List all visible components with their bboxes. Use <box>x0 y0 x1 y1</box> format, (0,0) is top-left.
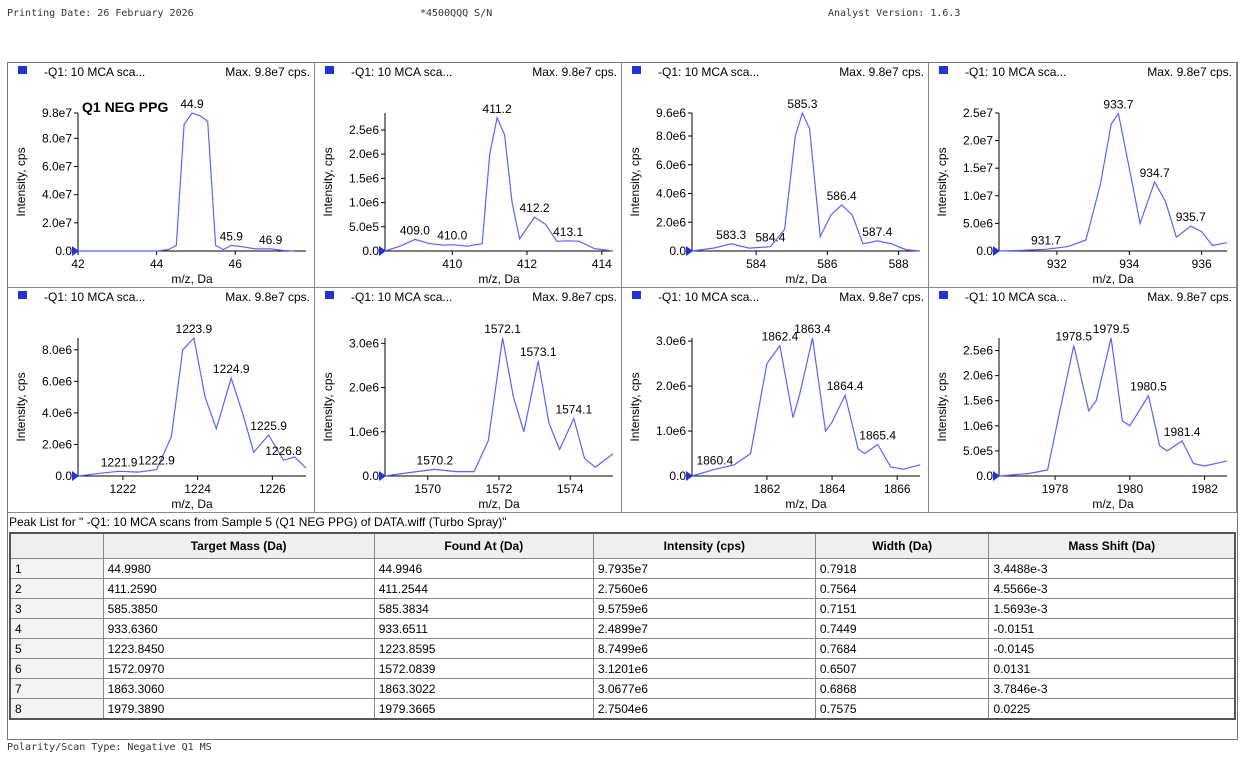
spectrum-title: -Q1: 10 MCA sca... <box>658 65 760 79</box>
table-cell: 1.5693e-3 <box>989 599 1235 619</box>
x-axis-label: m/z, Da <box>171 272 213 286</box>
x-axis-label: m/z, Da <box>1092 497 1134 511</box>
peak-label: 46.9 <box>258 232 283 247</box>
x-tick-label: 1222 <box>109 482 137 496</box>
x-tick-label: 1982 <box>1191 482 1218 496</box>
peak-label: 411.2 <box>482 101 512 116</box>
y-tick-label: 9.6e6 <box>655 106 686 120</box>
table-cell: 3.0677e6 <box>593 679 815 699</box>
table-cell: 4.5566e-3 <box>989 579 1235 599</box>
peak-list-body <box>10 559 1235 720</box>
y-axis-label: Intensity, cps <box>321 372 335 442</box>
y-tick-label: 8.0e6 <box>655 129 686 143</box>
spectrum-plot <box>315 63 622 288</box>
table-cell: 0.7918 <box>815 559 989 579</box>
x-axis-label: m/z, Da <box>478 497 520 511</box>
x-tick-label: 932 <box>1046 257 1067 271</box>
spectrum-max-intensity: Max. 9.8e7 cps. <box>532 65 617 79</box>
spectrum-panel-2[interactable] <box>315 63 622 288</box>
table-cell: 0.7449 <box>815 619 989 639</box>
y-tick-label: 2.0e7 <box>962 133 993 148</box>
table-cell: 933.6360 <box>103 619 374 639</box>
x-tick-label: 1572 <box>485 482 513 496</box>
peak-label: 1862.4 <box>761 329 799 344</box>
table-cell: 1572.0970 <box>103 659 374 679</box>
table-cell: 3.7846e-3 <box>989 679 1235 699</box>
spectrum-title: -Q1: 10 MCA sca... <box>658 290 760 304</box>
table-cell: 1863.3022 <box>374 679 593 699</box>
peak-label: 410.0 <box>437 228 468 243</box>
column-header[interactable]: Mass Shift (Da) <box>989 533 1235 559</box>
x-tick-label: 1226 <box>259 482 286 496</box>
printing-date: Printing Date: 26 February 2026 <box>7 8 194 19</box>
table-cell: 2.7560e6 <box>593 579 815 599</box>
table-row[interactable] <box>10 659 1235 679</box>
spectrum-max-intensity: Max. 9.8e7 cps. <box>839 290 924 304</box>
x-tick-label: 1980 <box>1116 482 1144 496</box>
x-axis-label: m/z, Da <box>785 497 827 511</box>
y-axis-label: Intensity, cps <box>935 147 949 217</box>
peak-label: 1860.4 <box>696 453 734 468</box>
x-tick-label: 412 <box>517 257 538 271</box>
y-tick-label: 0.0 <box>669 244 686 258</box>
table-cell: 1863.3060 <box>103 679 374 699</box>
y-axis-label: Intensity, cps <box>14 147 28 217</box>
column-header[interactable]: Found At (Da) <box>374 533 593 559</box>
spectrum-plot <box>622 63 929 288</box>
table-cell: 9.7935e7 <box>593 559 815 579</box>
table-cell: 0.6868 <box>815 679 989 699</box>
spectrum-title: -Q1: 10 MCA sca... <box>965 65 1067 79</box>
y-tick-label: 8.0e6 <box>41 342 72 357</box>
spectrum-max-intensity: Max. 9.8e7 cps. <box>225 290 310 304</box>
analyst-version: Analyst Version: 1.6.3 <box>828 8 961 19</box>
x-axis-label: m/z, Da <box>785 272 827 286</box>
y-tick-label: 2.0e7 <box>41 215 72 230</box>
spectrum-panel-3[interactable] <box>622 63 929 288</box>
spectrum-panel-6[interactable] <box>315 288 622 513</box>
row-index: 6 <box>10 659 103 679</box>
y-tick-label: 4.0e7 <box>41 187 72 202</box>
y-axis-label: Intensity, cps <box>935 372 949 442</box>
x-axis-label: m/z, Da <box>478 272 520 286</box>
x-tick-label: 936 <box>1191 257 1212 271</box>
spectrum-sample-label: Q1 NEG PPG <box>82 99 169 115</box>
peak-label: 584.4 <box>755 230 786 245</box>
table-cell: 585.3850 <box>103 599 374 619</box>
x-tick-label: 414 <box>591 257 612 271</box>
peak-label: 583.3 <box>716 227 747 242</box>
y-tick-label: 5.0e6 <box>962 216 993 231</box>
y-tick-label: 0.0 <box>55 244 72 258</box>
y-axis-label: Intensity, cps <box>14 372 28 442</box>
y-axis-label: Intensity, cps <box>321 147 335 217</box>
peak-label: 933.7 <box>1103 97 1134 112</box>
spectrum-plot <box>622 288 929 513</box>
peak-label: 413.1 <box>553 224 584 239</box>
peak-label: 935.7 <box>1175 210 1206 225</box>
peak-label: 587.4 <box>862 224 893 239</box>
peak-label: 934.7 <box>1139 166 1170 180</box>
x-tick-label: 1570 <box>414 482 442 496</box>
y-tick-label: 2.5e6 <box>962 343 993 358</box>
y-axis-label: Intensity, cps <box>628 372 642 442</box>
table-row[interactable] <box>10 639 1235 659</box>
table-row[interactable] <box>10 599 1235 619</box>
peak-label: 1221.9 <box>100 455 138 470</box>
spectrum-panel-7[interactable] <box>622 288 929 513</box>
peak-label: 1226.8 <box>265 444 302 459</box>
y-tick-label: 1.0e7 <box>962 188 993 203</box>
table-row[interactable] <box>10 619 1235 639</box>
y-tick-label: 0.0 <box>55 469 72 483</box>
y-tick-label: 2.0e6 <box>655 379 686 394</box>
y-tick-label: 1.0e6 <box>655 424 686 439</box>
y-tick-label: 2.0e6 <box>655 215 686 230</box>
y-tick-label: 0.0 <box>976 469 993 483</box>
peak-label: 1864.4 <box>826 379 864 394</box>
y-tick-label: 2.0e6 <box>348 380 379 395</box>
peak-label: 1980.5 <box>1130 379 1167 394</box>
x-tick-label: 410 <box>442 257 463 271</box>
peak-label: 1978.5 <box>1055 329 1093 344</box>
row-index: 4 <box>10 619 103 639</box>
peak-label: 1222.9 <box>138 453 175 468</box>
peak-label: 45.9 <box>219 229 243 244</box>
peak-label: 1570.2 <box>416 453 454 468</box>
y-tick-label: 3.0e6 <box>348 336 379 351</box>
spectrum-title: -Q1: 10 MCA sca... <box>44 290 146 304</box>
spectrum-plot <box>8 288 315 513</box>
spectrum-max-intensity: Max. 9.8e7 cps. <box>839 65 924 79</box>
spectrum-max-intensity: Max. 9.8e7 cps. <box>1147 290 1232 304</box>
row-index: 3 <box>10 599 103 619</box>
y-tick-label: 2.0e6 <box>348 147 379 162</box>
table-row[interactable] <box>10 699 1235 720</box>
column-header[interactable]: Width (Da) <box>815 533 989 559</box>
x-axis-label: m/z, Da <box>1092 272 1134 286</box>
table-cell: 1572.0839 <box>374 659 593 679</box>
peak-label: 1863.4 <box>794 322 831 336</box>
spectrum-panel-1[interactable] <box>8 63 315 288</box>
peak-label: 931.7 <box>1031 233 1062 248</box>
spectrum-panel-5[interactable] <box>8 288 315 513</box>
row-index: 1 <box>10 559 103 579</box>
peak-label: 44.9 <box>180 97 204 112</box>
y-axis-label: Intensity, cps <box>628 147 642 217</box>
spectrum-title: -Q1: 10 MCA sca... <box>44 65 146 79</box>
x-axis-label: m/z, Da <box>171 497 213 511</box>
y-tick-label: 0.0 <box>362 469 379 483</box>
x-tick-label: 1978 <box>1041 482 1069 496</box>
y-tick-label: 1.5e6 <box>348 171 379 186</box>
y-tick-label: 2.0e6 <box>41 437 72 452</box>
table-cell: 585.3834 <box>374 599 593 619</box>
y-tick-label: 8.0e7 <box>41 131 72 146</box>
y-tick-label: 3.0e6 <box>655 334 686 349</box>
peak-list-header-row <box>10 533 1235 559</box>
x-tick-label: 588 <box>888 257 909 271</box>
spectrum-max-intensity: Max. 9.8e7 cps. <box>532 290 617 304</box>
y-tick-label: 1.0e6 <box>962 418 993 433</box>
x-tick-label: 584 <box>746 257 767 271</box>
table-cell: -0.0145 <box>989 639 1235 659</box>
table-cell: 44.9980 <box>103 559 374 579</box>
y-tick-label: 2.5e6 <box>348 122 379 137</box>
x-tick-label: 46 <box>228 257 242 271</box>
table-cell: 0.7151 <box>815 599 989 619</box>
y-tick-label: 4.0e6 <box>41 405 72 420</box>
table-cell: 933.6511 <box>374 619 593 639</box>
y-tick-label: 6.0e6 <box>41 374 72 389</box>
peak-label: 1865.4 <box>859 428 897 443</box>
table-cell: 0.7575 <box>815 699 989 720</box>
peak-list-caption: Peak List for " -Q1: 10 MCA scans from Sample 5 (Q1 NEG PPG) of DATA.wiff (Turbo Spray)" <box>9 515 507 529</box>
x-tick-label: 44 <box>149 257 164 271</box>
peak-label: 1225.9 <box>250 418 287 433</box>
spectrum-plot <box>8 63 315 288</box>
spectrum-plot <box>315 288 622 513</box>
x-tick-label: 586 <box>817 257 838 271</box>
spectrum-plot <box>929 63 1236 288</box>
peak-label: 1223.9 <box>175 322 213 336</box>
table-cell: 0.6507 <box>815 659 989 679</box>
x-tick-label: 934 <box>1119 257 1140 271</box>
y-tick-label: 1.0e6 <box>348 195 379 210</box>
y-tick-label: 2.5e7 <box>962 106 993 120</box>
spectrum-panel-4[interactable] <box>929 63 1237 288</box>
row-index: 7 <box>10 679 103 699</box>
x-tick-label: 1862 <box>753 482 781 496</box>
spectrum-trace <box>999 114 1227 251</box>
table-row[interactable] <box>10 579 1235 599</box>
y-tick-label: 0.0 <box>976 244 993 258</box>
column-header[interactable]: Target Mass (Da) <box>103 533 374 559</box>
peak-label: 1981.4 <box>1163 424 1201 439</box>
y-tick-label: 0.0 <box>669 469 686 483</box>
x-tick-label: 1866 <box>883 482 911 496</box>
table-row[interactable] <box>10 679 1235 699</box>
table-cell: 2.7504e6 <box>593 699 815 720</box>
table-row[interactable] <box>10 559 1235 579</box>
y-tick-label: 1.5e7 <box>962 161 993 176</box>
y-tick-label: 1.5e6 <box>962 393 993 408</box>
y-tick-label: 0.0 <box>362 244 379 258</box>
table-cell: 8.7499e6 <box>593 639 815 659</box>
y-tick-label: 1.0e6 <box>348 424 379 439</box>
peak-label: 1573.1 <box>519 345 557 359</box>
x-tick-label: 42 <box>71 257 85 271</box>
row-index: 2 <box>10 579 103 599</box>
table-cell: 411.2544 <box>374 579 593 599</box>
x-tick-label: 1224 <box>184 482 211 496</box>
peak-label: 585.3 <box>787 97 818 111</box>
peak-label: 1574.1 <box>555 402 593 417</box>
x-tick-label: 1864 <box>818 482 846 496</box>
table-cell: 44.9946 <box>374 559 593 579</box>
column-header[interactable]: Intensity (cps) <box>593 533 815 559</box>
table-cell: 3.1201e6 <box>593 659 815 679</box>
table-cell: 0.7564 <box>815 579 989 599</box>
table-cell: 411.2590 <box>103 579 374 599</box>
table-cell: 2.4899e7 <box>593 619 815 639</box>
polarity-scan-type: Polarity/Scan Type: Negative Q1 MS <box>7 742 212 753</box>
table-cell: 1223.8450 <box>103 639 374 659</box>
peak-label: 1979.5 <box>1092 322 1130 336</box>
peak-list-table <box>9 532 1236 720</box>
spectrum-title: -Q1: 10 MCA sca... <box>965 290 1067 304</box>
y-tick-label: 6.0e7 <box>41 159 72 174</box>
table-cell: 0.0131 <box>989 659 1235 679</box>
table-cell: 1223.8595 <box>374 639 593 659</box>
peak-label: 586.4 <box>826 189 857 203</box>
row-index: 5 <box>10 639 103 659</box>
y-tick-label: 5.0e5 <box>962 443 993 458</box>
spectrum-max-intensity: Max. 9.8e7 cps. <box>1147 65 1232 79</box>
spectrum-title: -Q1: 10 MCA sca... <box>351 290 453 304</box>
table-cell: 0.0225 <box>989 699 1235 720</box>
spectrum-trace <box>999 338 1227 476</box>
table-cell: 3.4488e-3 <box>989 559 1235 579</box>
spectrum-trace <box>78 113 294 251</box>
table-cell: 1979.3890 <box>103 699 374 720</box>
spectrum-max-intensity: Max. 9.8e7 cps. <box>225 65 310 79</box>
instrument-serial: *4500QQQ S/N <box>420 8 493 19</box>
row-index: 8 <box>10 699 103 720</box>
x-tick-label: 1574 <box>556 482 584 496</box>
table-cell: 9.5759e6 <box>593 599 815 619</box>
spectrum-panel-8[interactable] <box>929 288 1237 513</box>
peak-label: 409.0 <box>399 223 430 238</box>
peak-label: 1224.9 <box>212 362 250 377</box>
spectrum-plot <box>929 288 1236 513</box>
table-cell: 1979.3665 <box>374 699 593 720</box>
y-tick-label: 6.0e6 <box>655 157 686 172</box>
table-cell: 0.7684 <box>815 639 989 659</box>
y-tick-label: 2.0e6 <box>962 368 993 383</box>
table-cell: -0.0151 <box>989 619 1235 639</box>
spectrum-title: -Q1: 10 MCA sca... <box>351 65 453 79</box>
peak-label: 412.2 <box>519 201 550 216</box>
y-tick-label: 9.8e7 <box>41 106 72 120</box>
y-tick-label: 4.0e6 <box>655 186 686 201</box>
index-header <box>10 533 103 559</box>
y-tick-label: 5.0e5 <box>348 219 379 234</box>
peak-label: 1572.1 <box>484 322 521 336</box>
